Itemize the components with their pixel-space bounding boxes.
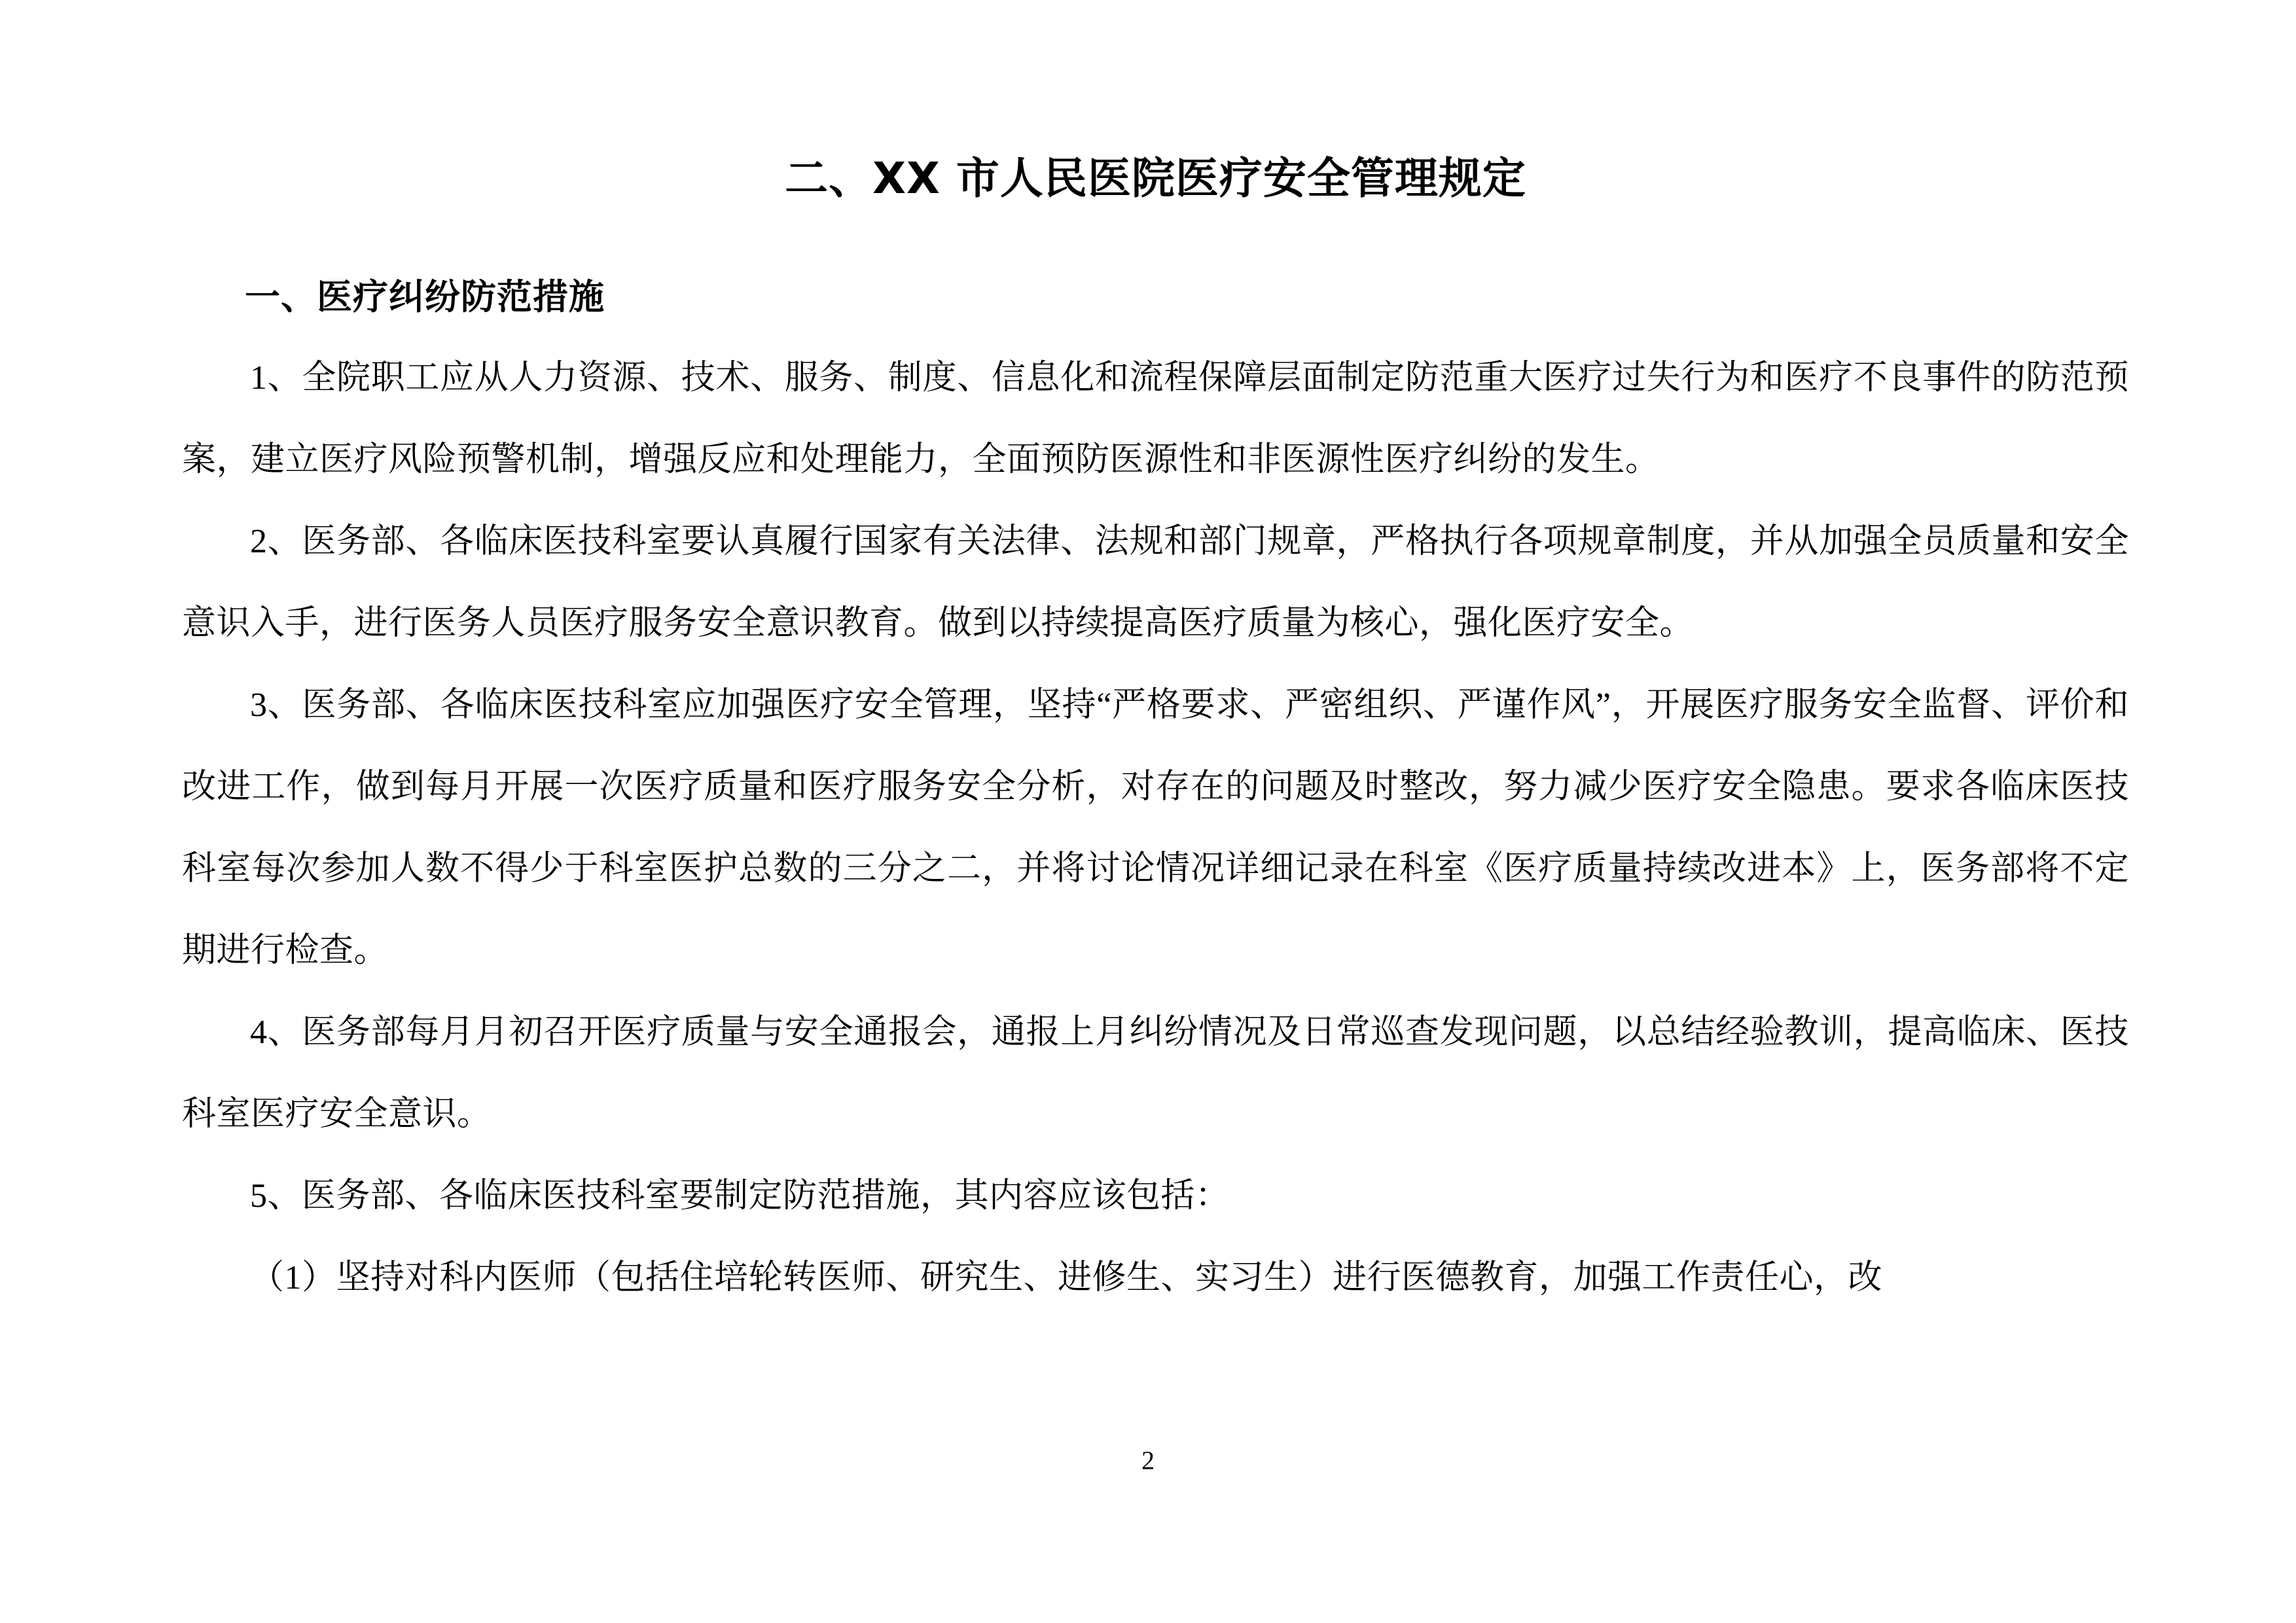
paragraph-5: 5、医务部、各临床医技科室要制定防范措施，其内容应该包括： bbox=[250, 1177, 1230, 1215]
page-number: 2 bbox=[1141, 1446, 1155, 1475]
section-heading-1: 一、医疗纠纷防范措施 bbox=[245, 277, 605, 317]
paragraph-4: 4、医务部每月月初召开医疗质量与安全通报会，通报上月纠纷情况及日常巡查发现问题，以总结经验教训，提高临床、医技科室医疗安全意识。 bbox=[182, 1013, 2129, 1133]
paragraph-3: 3、医务部、各临床医技科室应加强医疗安全管理，坚持“严格要求、严密组织、严谨作风”，开展医疗服务安全监督、评价和改进工作，做到每月开展一次医疗质量和医疗服务安全分析，对存在的问题及时整改，努力减少医疗安全隐患。要求各临床医技科室每次参加人数不得少于科室医护总数的三分之二，并将讨论情况详细记录在科室《医疗质量持续改进本》上，医务部将不定期进行检查。 bbox=[182, 686, 2129, 969]
paragraph-1: 1、全院职工应从人力资源、技术、服务、制度、信息化和流程保障层面制定防范重大医疗过失行为和医疗不良事件的防范预案，建立医疗风险预警机制，增强反应和处理能力，全面预防医源性和非医源性医疗纠纷的发生。 bbox=[182, 359, 2129, 478]
page-title: 二、XX 市人民医院医疗安全管理规定 bbox=[785, 153, 1526, 204]
page-content bbox=[182, 0, 2129, 1319]
paragraph-6: （1）坚持对科内医师（包括住培轮转医师、研究生、进修生、实习生）进行医德教育，加强工作责任心，改 bbox=[250, 1258, 1883, 1296]
paragraph-2: 2、医务部、各临床医技科室要认真履行国家有关法律、法规和部门规章，严格执行各项规章制度，并从加强全员质量和安全意识入手，进行医务人员医疗服务安全意识教育。做到以持续提高医疗质量为核心，强化医疗安全。 bbox=[182, 522, 2129, 642]
